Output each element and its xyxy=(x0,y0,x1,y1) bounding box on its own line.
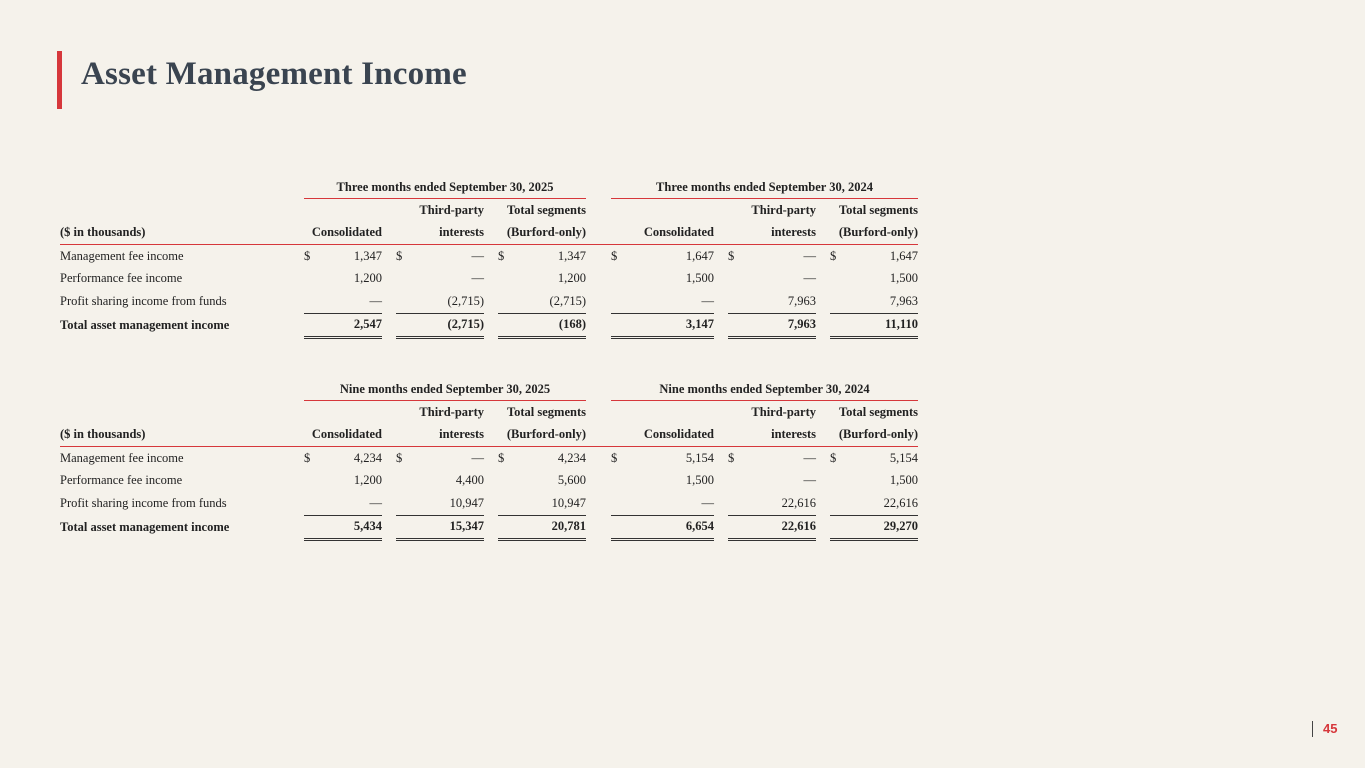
value-cell: 20,781 xyxy=(510,515,586,540)
dollar-sign: $ xyxy=(611,248,618,263)
spacer-cell xyxy=(484,268,498,291)
dollar-sign xyxy=(830,268,842,291)
spacer-cell xyxy=(586,378,611,401)
dollar-sign xyxy=(830,290,842,313)
dollar-sign: $ xyxy=(611,450,618,465)
spacer-cell xyxy=(586,447,611,470)
dollar-sign xyxy=(611,268,623,291)
spacer-cell xyxy=(586,222,611,245)
dollar-sign: $ xyxy=(498,248,505,263)
value-cell: 4,234 xyxy=(353,450,382,465)
spacer-cell xyxy=(484,470,498,493)
dollar-sign xyxy=(611,313,623,338)
dollar-sign xyxy=(611,492,623,515)
value-cell: 11,110 xyxy=(842,313,918,338)
dollar-sign xyxy=(498,515,510,540)
value-cell: 1,500 xyxy=(889,271,918,286)
table-row xyxy=(60,470,918,493)
row-label: Profit sharing income from funds xyxy=(60,294,227,308)
dollar-sign xyxy=(611,290,623,313)
column-header: (Burford-only) xyxy=(498,222,586,245)
value-cell: — xyxy=(701,293,714,308)
dollar-sign: $ xyxy=(830,248,837,263)
dollar-sign xyxy=(396,268,408,291)
value-cell: 1,500 xyxy=(685,271,714,286)
dollar-sign xyxy=(396,290,408,313)
spacer-cell xyxy=(816,268,830,291)
spacer-cell xyxy=(586,313,611,338)
spacer-cell xyxy=(278,313,304,338)
dollar-sign xyxy=(728,492,740,515)
spacer-cell xyxy=(484,401,498,424)
dollar-sign xyxy=(396,492,408,515)
spacer-cell xyxy=(816,424,830,447)
dollar-sign: $ xyxy=(396,450,403,465)
dollar-sign xyxy=(304,492,316,515)
column-header: interests xyxy=(728,222,816,245)
value-cell: (2,715) xyxy=(549,293,586,308)
column-header: Third-party xyxy=(419,202,484,217)
spacer-cell xyxy=(484,515,498,540)
spacer-cell xyxy=(586,290,611,313)
nine-months-income-table xyxy=(60,378,918,541)
column-header: Third-party xyxy=(751,202,816,217)
spacer-cell xyxy=(382,401,396,424)
column-header xyxy=(611,401,714,424)
spacer-cell xyxy=(816,199,830,222)
spacer-cell xyxy=(278,222,304,245)
spacer-cell xyxy=(586,470,611,493)
value-cell: 1,200 xyxy=(353,473,382,488)
column-header: Consolidated xyxy=(304,424,382,447)
column-header: Total segments xyxy=(838,202,918,217)
spacer-cell xyxy=(382,222,396,245)
spacer-cell xyxy=(714,401,728,424)
dollar-sign xyxy=(611,515,623,540)
spacer-cell xyxy=(382,313,396,338)
page-title: Asset Management Income xyxy=(81,56,467,92)
spacer-cell xyxy=(714,245,728,268)
column-header: Consolidated xyxy=(304,222,382,245)
period-header: Nine months ended September 30, 2024 xyxy=(611,378,918,401)
value-cell: 5,154 xyxy=(685,450,714,465)
value-cell: — xyxy=(369,293,382,308)
table-row xyxy=(60,492,918,515)
value-cell: 1,500 xyxy=(889,473,918,488)
dollar-sign xyxy=(396,515,408,540)
row-label: Management fee income xyxy=(60,248,184,263)
spacer-cell xyxy=(278,447,304,470)
dollar-sign xyxy=(728,313,740,338)
table-row xyxy=(60,290,918,313)
column-header: interests xyxy=(396,424,484,447)
table-row xyxy=(60,447,918,470)
value-cell: 22,616 xyxy=(781,495,816,510)
value-cell: 10,947 xyxy=(551,495,586,510)
spacer-cell xyxy=(382,268,396,291)
value-cell: — xyxy=(803,473,816,488)
spacer-cell xyxy=(278,245,304,268)
spacer-cell xyxy=(816,492,830,515)
spacer-cell xyxy=(382,245,396,268)
value-cell: 1,200 xyxy=(557,271,586,286)
three-months-income-table xyxy=(60,176,918,339)
value-cell: 6,654 xyxy=(623,515,714,540)
value-cell: 4,400 xyxy=(455,473,484,488)
spacer-cell xyxy=(484,290,498,313)
row-label: Management fee income xyxy=(60,450,184,465)
dollar-sign xyxy=(728,515,740,540)
spacer-cell xyxy=(586,492,611,515)
value-cell: — xyxy=(471,271,484,286)
column-header: Total segments xyxy=(506,202,586,217)
dollar-sign: $ xyxy=(830,450,837,465)
dollar-sign xyxy=(396,470,408,493)
spacer-cell xyxy=(714,268,728,291)
dollar-sign xyxy=(498,313,510,338)
row-label: Performance fee income xyxy=(60,271,183,286)
spacer-cell xyxy=(586,245,611,268)
period-header: Nine months ended September 30, 2025 xyxy=(304,378,586,401)
column-header: (Burford-only) xyxy=(830,222,918,245)
spacer-cell xyxy=(586,176,611,199)
spacer-cell xyxy=(586,199,611,222)
spacer-cell xyxy=(382,492,396,515)
spacer-cell xyxy=(382,470,396,493)
spacer-cell xyxy=(714,447,728,470)
dollar-sign: $ xyxy=(728,450,735,465)
value-cell: 2,547 xyxy=(316,313,382,338)
column-header xyxy=(304,199,382,222)
value-cell: 29,270 xyxy=(842,515,918,540)
spacer-cell xyxy=(278,424,304,447)
dollar-sign xyxy=(498,470,510,493)
column-header: Consolidated xyxy=(611,424,714,447)
column-header xyxy=(611,199,714,222)
value-cell: — xyxy=(803,450,816,465)
value-cell: 22,616 xyxy=(883,495,918,510)
value-cell: 7,963 xyxy=(889,293,918,308)
value-cell: 5,600 xyxy=(557,473,586,488)
table-row xyxy=(60,515,918,540)
dollar-sign xyxy=(728,290,740,313)
dollar-sign xyxy=(304,268,316,291)
spacer-cell xyxy=(278,268,304,291)
units-label: ($ in thousands) xyxy=(60,222,278,245)
spacer-cell xyxy=(714,222,728,245)
spacer-cell xyxy=(484,222,498,245)
spacer-cell xyxy=(278,199,304,222)
dollar-sign xyxy=(498,268,510,291)
value-cell: (168) xyxy=(510,313,586,338)
value-cell: 4,234 xyxy=(557,450,586,465)
value-cell: 7,963 xyxy=(740,313,816,338)
spacer-cell xyxy=(382,199,396,222)
spacer-cell xyxy=(816,447,830,470)
dollar-sign xyxy=(396,313,408,338)
dollar-sign xyxy=(830,515,842,540)
dollar-sign xyxy=(304,290,316,313)
spacer-cell xyxy=(382,447,396,470)
title-accent-bar xyxy=(57,51,62,109)
spacer-cell xyxy=(586,401,611,424)
dollar-sign xyxy=(830,313,842,338)
spacer-cell xyxy=(60,378,278,401)
column-header: interests xyxy=(728,424,816,447)
spacer-cell xyxy=(278,290,304,313)
page-number: 45 xyxy=(1312,721,1337,737)
value-cell: 5,154 xyxy=(889,450,918,465)
spacer-cell xyxy=(484,199,498,222)
dollar-sign xyxy=(830,492,842,515)
column-header: (Burford-only) xyxy=(498,424,586,447)
value-cell: 1,200 xyxy=(353,271,382,286)
value-cell: 1,347 xyxy=(353,248,382,263)
value-cell: — xyxy=(471,248,484,263)
spacer-cell xyxy=(816,290,830,313)
spacer-cell xyxy=(278,515,304,540)
value-cell: 5,434 xyxy=(316,515,382,540)
spacer-cell xyxy=(484,245,498,268)
column-header: Third-party xyxy=(751,404,816,419)
spacer-cell xyxy=(60,176,278,199)
value-cell: 1,647 xyxy=(889,248,918,263)
spacer-cell xyxy=(382,424,396,447)
dollar-sign xyxy=(304,515,316,540)
value-cell: — xyxy=(471,450,484,465)
spacer-cell xyxy=(816,313,830,338)
column-header xyxy=(304,401,382,424)
row-label: Total asset management income xyxy=(60,519,230,534)
column-header: (Burford-only) xyxy=(830,424,918,447)
spacer-cell xyxy=(586,515,611,540)
dollar-sign xyxy=(498,290,510,313)
table-row xyxy=(60,268,918,291)
row-label: Total asset management income xyxy=(60,317,230,332)
spacer-cell xyxy=(816,470,830,493)
row-label: Profit sharing income from funds xyxy=(60,496,227,510)
dollar-sign xyxy=(498,492,510,515)
column-header: Consolidated xyxy=(611,222,714,245)
dollar-sign: $ xyxy=(728,248,735,263)
spacer-cell xyxy=(60,199,278,222)
spacer-cell xyxy=(714,470,728,493)
value-cell: — xyxy=(369,495,382,510)
dollar-sign xyxy=(611,470,623,493)
spacer-cell xyxy=(382,515,396,540)
value-cell: 10,947 xyxy=(449,495,484,510)
spacer-cell xyxy=(278,176,304,199)
spacer-cell xyxy=(714,313,728,338)
spacer-cell xyxy=(278,492,304,515)
spacer-cell xyxy=(816,515,830,540)
spacer-cell xyxy=(382,290,396,313)
value-cell: 7,963 xyxy=(787,293,816,308)
value-cell: 1,500 xyxy=(685,473,714,488)
spacer-cell xyxy=(278,470,304,493)
value-cell: 22,616 xyxy=(740,515,816,540)
period-header: Three months ended September 30, 2025 xyxy=(304,176,586,199)
spacer-cell xyxy=(484,492,498,515)
value-cell: 1,647 xyxy=(685,248,714,263)
dollar-sign xyxy=(830,470,842,493)
dollar-sign xyxy=(728,268,740,291)
dollar-sign: $ xyxy=(498,450,505,465)
value-cell: — xyxy=(803,248,816,263)
value-cell: 1,347 xyxy=(557,248,586,263)
dollar-sign xyxy=(728,470,740,493)
table-row xyxy=(60,245,918,268)
spacer-cell xyxy=(714,199,728,222)
spacer-cell xyxy=(484,424,498,447)
spacer-cell xyxy=(714,290,728,313)
column-header: Total segments xyxy=(838,404,918,419)
value-cell: 15,347 xyxy=(408,515,484,540)
spacer-cell xyxy=(278,378,304,401)
value-cell: (2,715) xyxy=(447,293,484,308)
column-header: interests xyxy=(396,222,484,245)
value-cell: (2,715) xyxy=(408,313,484,338)
dollar-sign xyxy=(304,470,316,493)
spacer-cell xyxy=(60,401,278,424)
spacer-cell xyxy=(816,245,830,268)
value-cell: 3,147 xyxy=(623,313,714,338)
spacer-cell xyxy=(816,222,830,245)
spacer-cell xyxy=(586,268,611,291)
dollar-sign xyxy=(304,313,316,338)
spacer-cell xyxy=(586,424,611,447)
spacer-cell xyxy=(484,447,498,470)
dollar-sign: $ xyxy=(396,248,403,263)
value-cell: — xyxy=(803,271,816,286)
row-label: Performance fee income xyxy=(60,473,183,488)
period-header: Three months ended September 30, 2024 xyxy=(611,176,918,199)
dollar-sign: $ xyxy=(304,248,311,263)
spacer-cell xyxy=(484,313,498,338)
spacer-cell xyxy=(714,515,728,540)
column-header: Third-party xyxy=(419,404,484,419)
spacer-cell xyxy=(714,424,728,447)
value-cell: — xyxy=(701,495,714,510)
spacer-cell xyxy=(714,492,728,515)
spacer-cell xyxy=(816,401,830,424)
column-header: Total segments xyxy=(506,404,586,419)
spacer-cell xyxy=(278,401,304,424)
units-label: ($ in thousands) xyxy=(60,424,278,447)
dollar-sign: $ xyxy=(304,450,311,465)
table-row xyxy=(60,313,918,338)
